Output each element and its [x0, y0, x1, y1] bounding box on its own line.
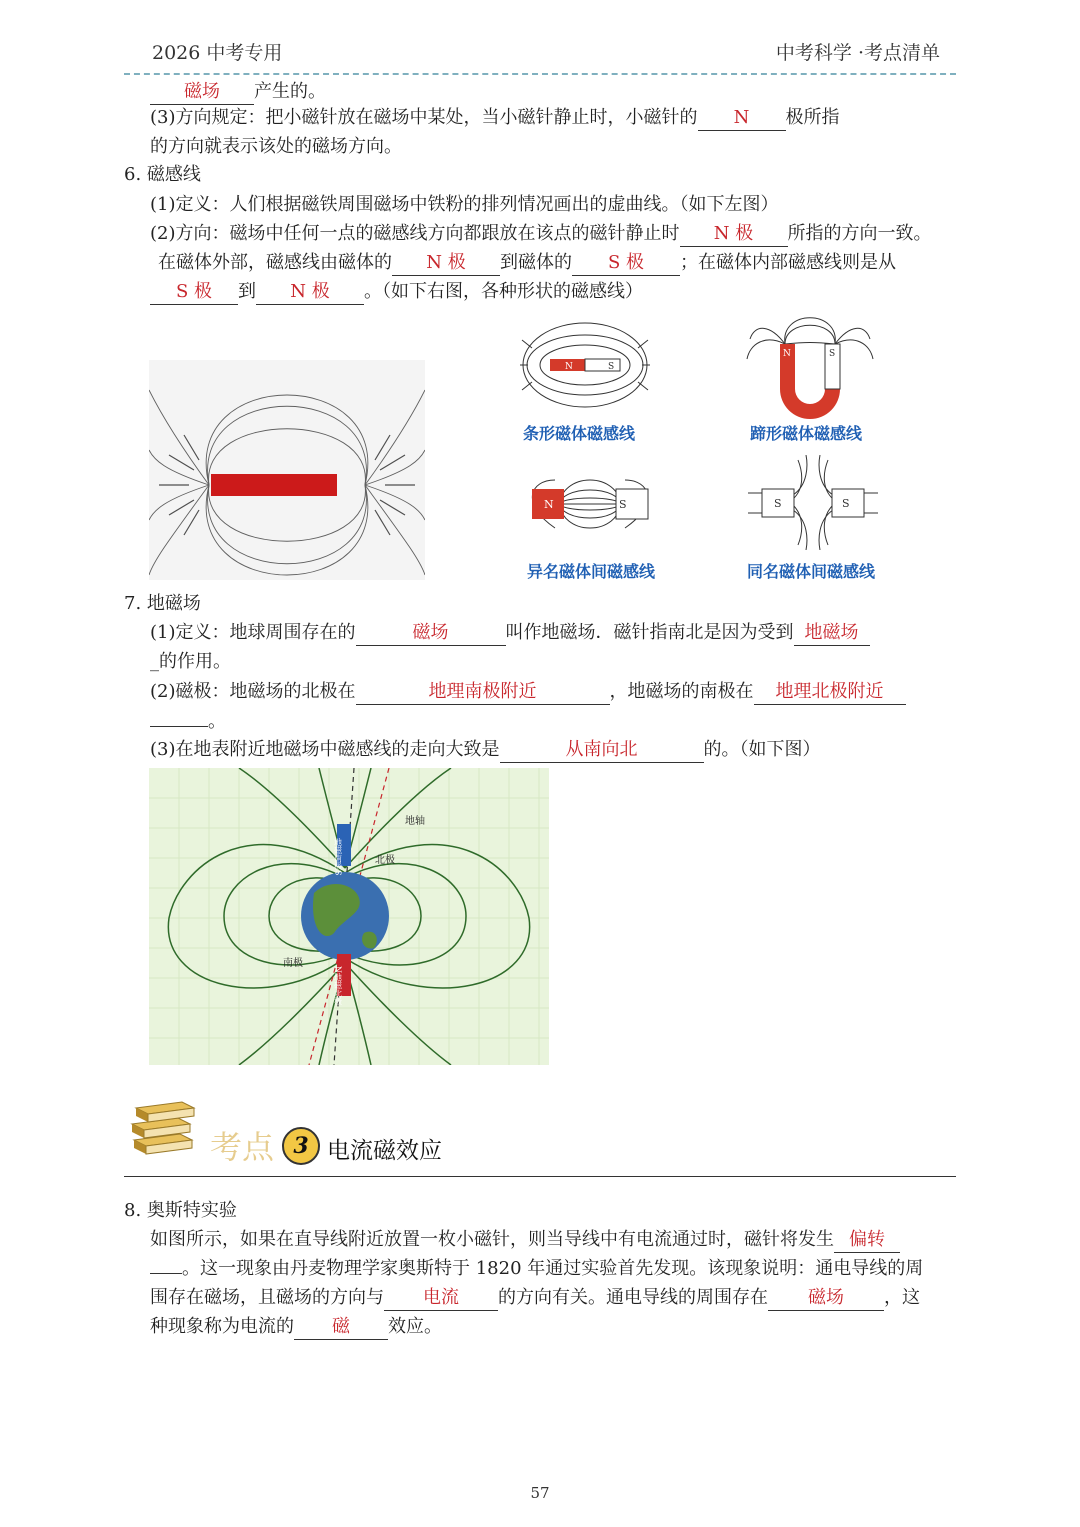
earth-magnetic-field-image [149, 768, 549, 1065]
s8-line3: 围存在磁场，且磁场的方向与 电流 的方向有关。通电导线的周围存在 磁场 ，这 [150, 1286, 920, 1311]
horseshoe-magnet-diagram [745, 314, 875, 419]
svg-text:北极: 北极 [375, 855, 395, 866]
svg-text:N: N [783, 349, 791, 359]
s8-line4: 种现象称为电流的 磁 效应。 [150, 1315, 442, 1340]
header-right: 中考科学 ·考点清单 [775, 42, 940, 64]
fig-label-unlike: 异名磁体间磁感线 [527, 562, 656, 581]
svg-text:N地磁北极: N地磁北极 [333, 966, 343, 1005]
books-icon [128, 1096, 198, 1158]
section-title: 电流磁效应 [327, 1138, 442, 1164]
svg-text:N: N [565, 362, 573, 372]
blank-field: 地磁场 [794, 621, 870, 646]
svg-text:S: S [842, 497, 850, 510]
blank-field: 磁 [294, 1315, 388, 1340]
blank-field: 磁场 [768, 1286, 884, 1311]
blank-field: 地理南极附近 [356, 680, 610, 705]
svg-text:S: S [829, 349, 836, 359]
s6-line4: S 极 到 N 极 。（如下右图，各种形状的磁感线） [150, 280, 643, 305]
blank-field: S 极 [150, 280, 238, 305]
s6-line1: (1)定义：人们根据磁铁周围磁场中铁粉的排列情况画出的虚曲线。（如下左图） [150, 194, 779, 215]
blank-field: 偏转 [834, 1228, 900, 1253]
s5-line3: 的方向就表示该处的磁场方向。 [150, 136, 402, 157]
s5-line1: 磁场 产生的。 [150, 80, 326, 105]
fig-label-bar: 条形磁体磁感线 [523, 424, 636, 443]
svg-text:S: S [608, 362, 615, 372]
page-number: 57 [530, 1484, 550, 1502]
section-number-badge: 3 [282, 1127, 320, 1165]
blank-field: 磁场 [356, 621, 506, 646]
s6-line3: 在磁体外部，磁感线由磁体的 N 极 到磁体的 S 极 ；在磁体内部磁感线则是从 [158, 251, 896, 276]
svg-text:地磁南极S: 地磁南极S [333, 838, 343, 876]
s8-heading: 8. 奥斯特实验 [124, 1200, 237, 1221]
svg-text:S: S [774, 497, 782, 510]
blank-field: N 极 [256, 280, 364, 305]
unlike-poles-diagram [520, 460, 660, 550]
s6-line2: (2)方向：磁场中任何一点的磁感线方向都跟放在该点的磁针静止时 N 极 所指的方向一致。 [150, 222, 932, 247]
s6-heading: 6. 磁感线 [124, 164, 201, 185]
blank-field: S 极 [572, 251, 680, 276]
section-divider [124, 1176, 956, 1177]
svg-text:N: N [544, 498, 554, 511]
blank-field: 磁场 [150, 80, 254, 105]
blank-field: N 极 [392, 251, 500, 276]
svg-text:S: S [619, 498, 627, 511]
blank-field: N 极 [680, 222, 788, 247]
svg-text:地轴: 地轴 [405, 816, 425, 827]
s7-line2: _的作用。 [150, 651, 231, 672]
blank-field: N [698, 106, 786, 131]
header-divider [124, 73, 956, 75]
blank-field: 从南向北 [500, 738, 704, 763]
fig-label-horseshoe: 蹄形磁体磁感线 [750, 424, 863, 443]
svg-text:南极: 南极 [283, 958, 303, 969]
s8-line1: 如图所示，如果在直导线附近放置一枚小磁针，则当导线中有电流通过时，磁针将发生 偏转 [150, 1228, 900, 1253]
iron-filings-image [149, 360, 425, 580]
s7-line1: (1)定义：地球周围存在的 磁场 叫作地磁场．磁针指南北是因为受到 地磁场 [150, 621, 870, 646]
s7-line5: (3)在地表附近地磁场中磁感线的走向大致是 从南向北 的。（如下图） [150, 738, 821, 763]
kaodian-label: 考点 [210, 1128, 275, 1166]
s7-heading: 7. 地磁场 [124, 593, 201, 614]
s5-line2: (3)方向规定：把小磁针放在磁场中某处，当小磁针静止时，小磁针的 N 极所指 [150, 106, 840, 131]
fig-label-like: 同名磁体间磁感线 [747, 562, 876, 581]
blank-field [150, 1273, 182, 1274]
s7-line3: (2)磁极：地磁场的北极在 地理南极附近 ，地磁场的南极在 地理北极附近 [150, 680, 906, 705]
like-poles-diagram [748, 455, 878, 550]
s8-line2: 。这一现象由丹麦物理学家奥斯特于 1820 年通过实验首先发现。该现象说明：通电导线的周 [150, 1257, 923, 1281]
s7-line4: 。 [150, 710, 226, 734]
blank-field [150, 726, 208, 727]
blank-field: 地理北极附近 [754, 680, 906, 705]
bar-magnet-diagram [520, 318, 650, 413]
blank-field: 电流 [384, 1286, 498, 1311]
header-left: 2026 中考专用 [152, 42, 283, 64]
